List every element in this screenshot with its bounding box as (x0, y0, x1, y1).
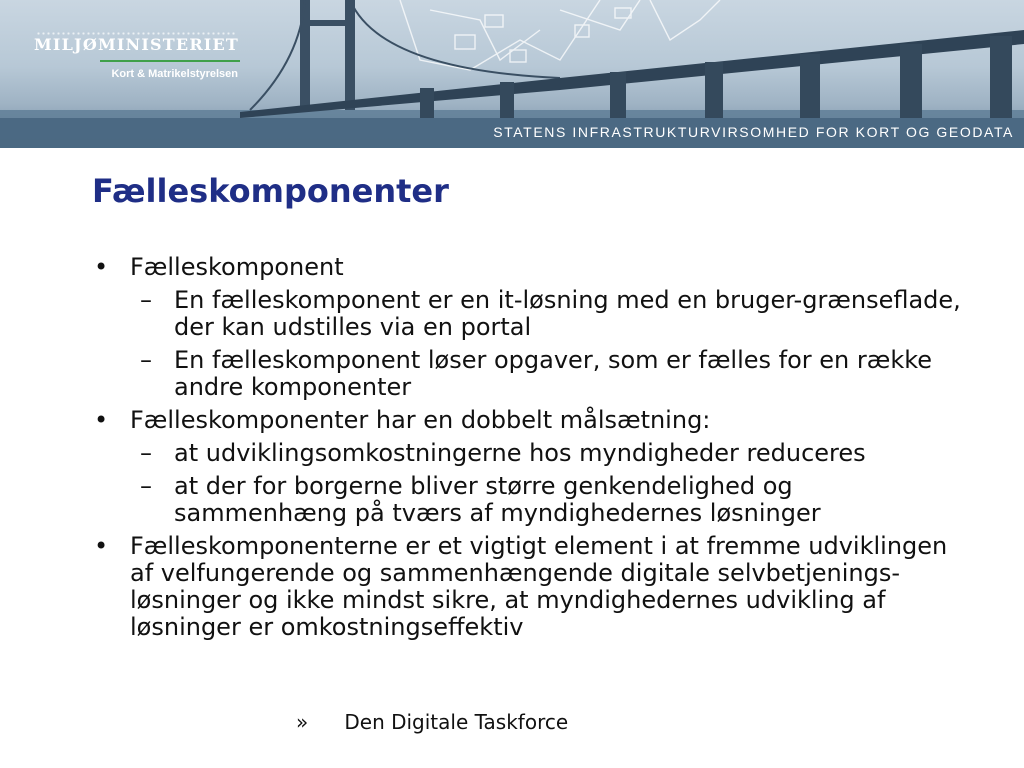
slide-body (92, 254, 972, 647)
slide-title: Fælleskomponenter (92, 172, 449, 210)
attribution-text: Den Digitale Taskforce (344, 710, 569, 734)
bullet-icon: • (94, 532, 109, 560)
ministry-logo (34, 36, 244, 80)
bullet-icon: • (94, 406, 109, 434)
logo-dot-row (36, 32, 236, 35)
sub-bullet-item (92, 473, 972, 527)
sub-bullet-item (92, 287, 972, 341)
bullet-text: Fælleskomponenterne er et vigtigt element i at fremme udviklingen af velfungerende og sammenhængende digitale selvbetjenings-løsninger og ikke mindst sikre, at myndighedernes udvikling af løsninger er omkostningseffektiv (130, 532, 948, 641)
header-banner (0, 0, 1024, 148)
bullet-item (92, 533, 972, 641)
sub-bullet-item (92, 347, 972, 401)
banner-tagline: STATENS INFRASTRUKTURVIRSOMHED FOR KORT OG GEODATA (493, 124, 1014, 140)
dash-icon: – (140, 346, 152, 374)
quote-marker-icon: » (296, 710, 309, 734)
sub-bullet-text: at der for borgerne bliver større genkendelighed og sammenhæng på tværs af myndighedernes løsninger (174, 472, 821, 527)
bullet-item (92, 254, 972, 281)
bullet-group-3 (92, 533, 972, 641)
bullet-text: Fælleskomponenter har en dobbelt målsætning: (130, 406, 711, 434)
bullet-group-1 (92, 254, 972, 401)
bullet-icon: • (94, 253, 109, 281)
attribution (296, 710, 568, 734)
bullet-group-2 (92, 407, 972, 527)
bullet-item (92, 407, 972, 434)
bullet-text: Fælleskomponent (130, 253, 344, 281)
sub-bullet-text: En fælleskomponent løser opgaver, som er fælles for en række andre komponenter (174, 346, 933, 401)
sub-bullet-text: En fælleskomponent er en it-løsning med en bruger-grænseflade, der kan udstilles via en portal (174, 286, 961, 341)
dash-icon: – (140, 439, 152, 467)
dash-icon: – (140, 286, 152, 314)
dash-icon: – (140, 472, 152, 500)
agency-name: Kort & Matrikelstyrelsen (111, 68, 238, 80)
ministry-name: MILJØMINISTERIET (34, 35, 239, 54)
sub-bullet-text: at udviklingsomkostningerne hos myndigheder reduceres (174, 439, 866, 467)
logo-green-rule (100, 60, 240, 62)
sub-bullet-item (92, 440, 972, 467)
